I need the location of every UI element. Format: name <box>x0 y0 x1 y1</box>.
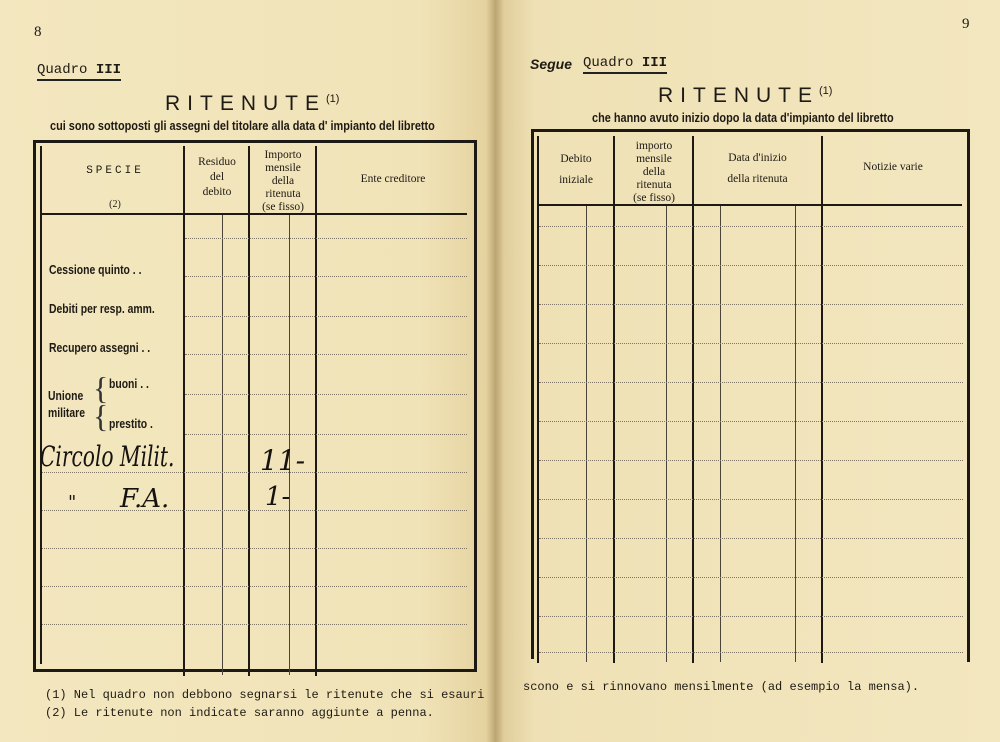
col-divider-specie <box>183 146 185 676</box>
handwritten-amount-11: 11- <box>260 444 306 477</box>
col-header-debito <box>539 153 613 187</box>
row-rule <box>42 548 467 549</box>
residuo-line-3: debito <box>202 186 232 198</box>
importo-line-3: della <box>271 175 295 187</box>
row-rule <box>539 226 963 227</box>
row-rule <box>539 304 963 305</box>
debito-line-2: iniziale <box>559 174 593 186</box>
quadro-label: Quadro <box>583 55 634 71</box>
row-rule <box>185 316 467 317</box>
row-rule <box>539 538 963 539</box>
page-number-left: 8 <box>34 24 42 40</box>
handwritten-ditto-mark: " <box>68 492 77 513</box>
row-rule <box>42 510 467 511</box>
row-label-debiti: Debiti per resp. amm. <box>49 301 155 316</box>
row-rule <box>185 238 467 239</box>
residuo-line-2: del <box>209 171 225 183</box>
row-rule <box>539 616 963 617</box>
importo-line-4: ritenuta <box>265 188 301 200</box>
col-divider-data <box>821 136 823 663</box>
row-label-prestito: prestito . <box>109 416 153 431</box>
quadro-label: Quadro <box>37 62 88 78</box>
footnote-1: (1) Nel quadro non debbono segnarsi le ritenute che si esauri <box>45 688 485 702</box>
data-line-2: della ritenuta <box>727 173 788 185</box>
importo-line-2: mensile <box>265 162 301 174</box>
brace-top: { <box>93 370 109 406</box>
debito-line-1: Debito <box>560 153 592 165</box>
residuo-line-1: Residuo <box>198 156 236 168</box>
title-footnote-mark: (1) <box>819 85 833 97</box>
row-rule <box>539 577 963 578</box>
brace-bottom: { <box>93 398 109 434</box>
row-rule <box>539 652 963 653</box>
importo-r-line-1: importo <box>635 140 673 152</box>
handwritten-entry-circolo: Circolo Milit. <box>40 440 175 473</box>
quadro-number: III <box>95 62 122 78</box>
title-text: RITENUTE <box>658 84 819 107</box>
col-divider-residuo <box>248 146 250 676</box>
row-rule <box>185 354 467 355</box>
date-divider-2 <box>795 206 796 662</box>
col-header-specie: SPECIE <box>86 165 144 177</box>
table-frame-right <box>531 129 970 662</box>
section-subtitle-left: cui sono sottoposti gli assegni del titolare alla data d' impianto del libretto <box>50 118 435 133</box>
importo-r-line-4: ritenuta <box>636 179 672 191</box>
row-rule <box>185 394 467 395</box>
importo-line-5: (se fisso) <box>262 201 304 213</box>
row-label-buoni: buoni . . <box>109 376 149 391</box>
cents-divider-importo-r <box>666 206 667 662</box>
quadro-number: III <box>641 55 668 71</box>
footnote-1-continuation: scono e si rinnovano mensilmente (ad esempio la mensa). <box>523 680 920 694</box>
col-header-specie-note: (2) <box>109 199 121 210</box>
title-footnote-mark: (1) <box>326 93 340 105</box>
cents-divider-residuo <box>222 215 223 675</box>
page-number-right: 9 <box>962 16 970 32</box>
row-rule <box>42 624 467 625</box>
row-label-unione: Unione <box>48 388 84 403</box>
row-label-militare: militare <box>48 405 85 420</box>
row-rule <box>539 499 963 500</box>
inner-border-right <box>537 136 539 663</box>
footnote-2: (2) Le ritenute non indicate saranno aggiunte a penna. <box>45 706 434 720</box>
outer-border-right-right <box>967 129 970 659</box>
section-subtitle-right: che hanno avuto inizio dopo la data d'impianto del libretto <box>592 110 894 125</box>
handwritten-amount-1: 1- <box>265 482 291 512</box>
col-header-data <box>694 152 821 186</box>
section-title-right <box>658 84 832 108</box>
col-header-residuo <box>186 156 248 199</box>
col-divider-importo-r <box>692 136 694 663</box>
row-rule <box>539 421 963 422</box>
title-text: RITENUTE <box>165 92 326 115</box>
row-rule <box>539 265 963 266</box>
row-rule <box>539 382 963 383</box>
col-divider-debito <box>613 136 615 663</box>
row-rule <box>539 460 963 461</box>
col-header-ente: Ente creditore <box>360 173 426 185</box>
book-gutter <box>486 0 504 742</box>
importo-line-1: Importo <box>264 149 302 161</box>
row-rule <box>185 276 467 277</box>
outer-border-right-left <box>531 129 534 659</box>
section-title-left <box>165 92 339 116</box>
importo-r-line-5: (se fisso) <box>633 192 675 204</box>
row-label-cessione: Cessione quinto . . <box>49 262 142 277</box>
row-label-recupero: Recupero assegni . . <box>49 340 151 355</box>
data-line-1: Data d'inizio <box>728 152 787 164</box>
col-header-importo-r <box>615 140 693 205</box>
row-rule <box>42 586 467 587</box>
importo-r-line-2: mensile <box>636 153 672 165</box>
handwritten-entry-fa: F.A. <box>120 484 170 514</box>
col-header-importo <box>250 149 316 214</box>
segue-label: Segue <box>530 56 573 72</box>
col-divider-importo <box>315 146 317 676</box>
row-rule <box>185 434 467 435</box>
col-header-notizie: Notizie varie <box>863 161 923 173</box>
date-divider-1 <box>720 206 721 662</box>
row-rule <box>539 343 963 344</box>
quadro-heading-right <box>583 55 667 74</box>
header-rule-right <box>537 204 962 206</box>
importo-r-line-3: della <box>642 166 666 178</box>
cents-divider-debito <box>586 206 587 662</box>
quadro-heading-left <box>37 62 121 81</box>
